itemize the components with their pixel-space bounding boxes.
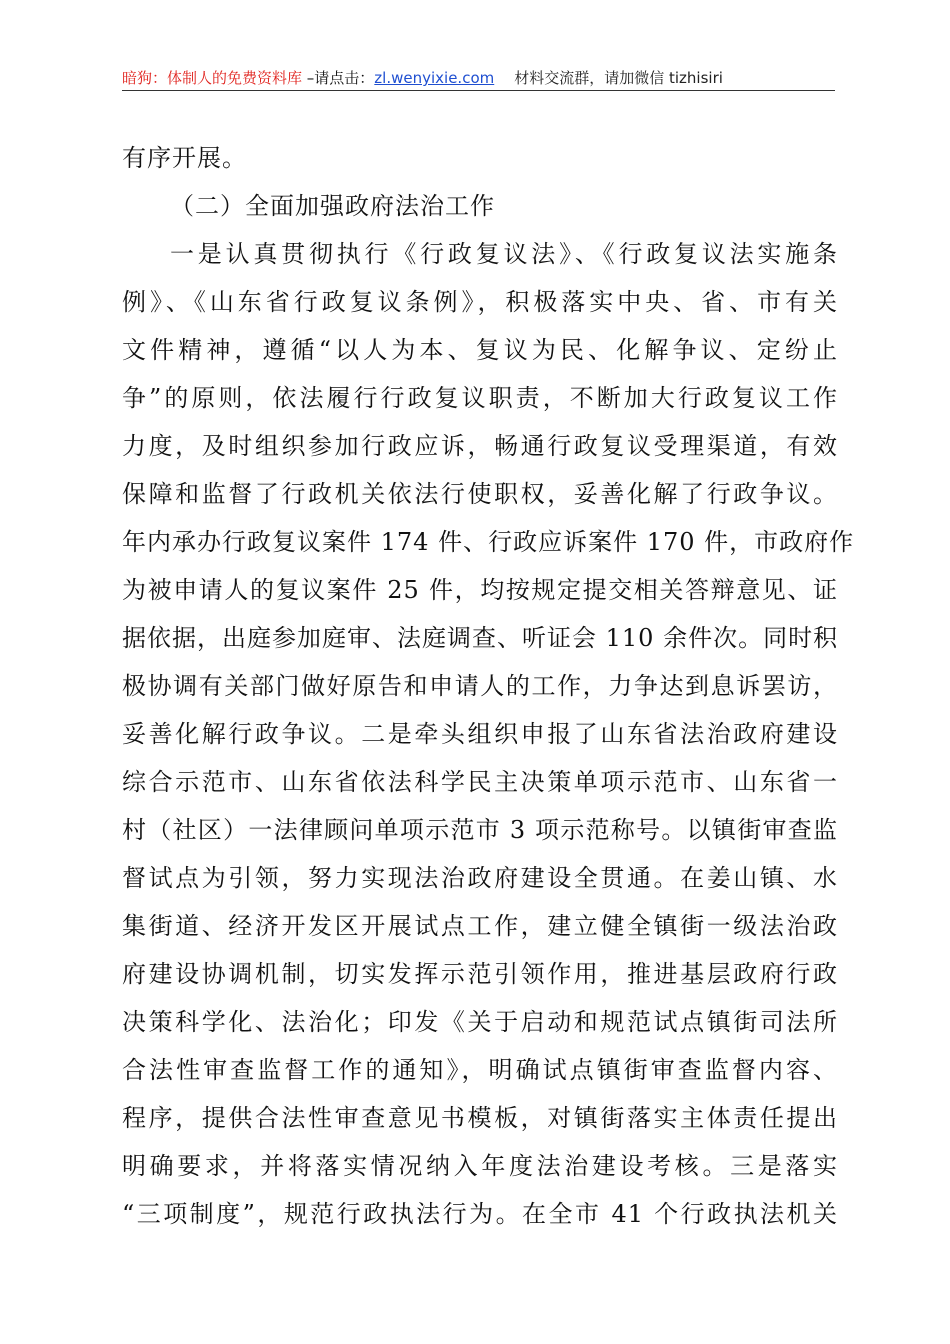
paragraph-line: 有序开展。 — [122, 144, 247, 172]
document-body — [122, 134, 855, 1238]
paragraph-line: 集街道、经济开发区开展试点工作，建立健全镇街一级法治政 — [122, 912, 838, 940]
paragraph-line: 为被申请人的复议案件 25 件，均按规定提交相关答辩意见、证 — [122, 576, 838, 604]
paragraph-line: 保障和监督了行政机关依法行使职权，妥善化解了行政争议。 — [122, 480, 838, 508]
paragraph-line: 决策科学化、法治化；印发《关于启动和规范试点镇街司法所 — [122, 1008, 838, 1036]
header-contact: 材料交流群，请加微信 tizhisiri — [514, 69, 723, 87]
paragraph-line: 据依据，出庭参加庭审、法庭调查、听证会 110 余件次。同时积 — [122, 624, 839, 652]
paragraph-line: 明确要求，并将落实情况纳入年度法治建设考核。三是落实 — [122, 1152, 838, 1180]
paragraph-line: 综合示范市、山东省依法科学民主决策单项示范市、山东省一 — [122, 768, 838, 796]
paragraph-line: 例》、《山东省行政复议条例》，积极落实中央、省、市有关 — [122, 288, 838, 316]
paragraph-line: 妥善化解行政争议。二是牵头组织申报了山东省法治政府建设 — [122, 720, 838, 748]
paragraph-line: 力度，及时组织参加行政应诉，畅通行政复议受理渠道，有效 — [122, 432, 838, 460]
paragraph-line: 督试点为引领，努力实现法治政府建设全贯通。在姜山镇、水 — [122, 864, 838, 892]
paragraph-line: 村（社区）一法律顾问单项示范市 3 项示范称号。以镇街审查监 — [122, 816, 838, 844]
paragraph-line: 府建设协调机制，切实发挥示范引领作用，推进基层政府行政 — [122, 960, 838, 988]
page-header — [122, 66, 835, 91]
header-brand: 暗狗：体制人的免费资料库 — [122, 69, 303, 87]
paragraph-line: 文件精神，遵循“以人为本、复议为民、化解争议、定纷止 — [122, 336, 838, 364]
paragraph-line: 年内承办行政复议案件 174 件、行政应诉案件 170 件，市政府作 — [122, 528, 855, 556]
paragraph-line: 程序，提供合法性审查意见书模板，对镇街落实主体责任提出 — [122, 1104, 838, 1132]
paragraph-line: 合法性审查监督工作的通知》，明确试点镇街审查监督内容、 — [122, 1056, 838, 1084]
header-click-prompt: –请点击： — [302, 69, 375, 87]
paragraph-line: 一是认真贯彻执行《行政复议法》、《行政复议法实施条 — [170, 240, 838, 268]
paragraph-line: “三项制度”，规范行政执法行为。在全市 41 个行政执法机关 — [122, 1200, 838, 1228]
paragraph-line: 争”的原则，依法履行行政复议职责，不断加大行政复议工作 — [122, 384, 838, 412]
paragraph-line: 极协调有关部门做好原告和申请人的工作，力争达到息诉罢访， — [122, 672, 838, 700]
section-heading: （二）全面加强政府法治工作 — [170, 192, 495, 220]
header-link[interactable]: zl.wenyixie.com — [374, 69, 495, 87]
